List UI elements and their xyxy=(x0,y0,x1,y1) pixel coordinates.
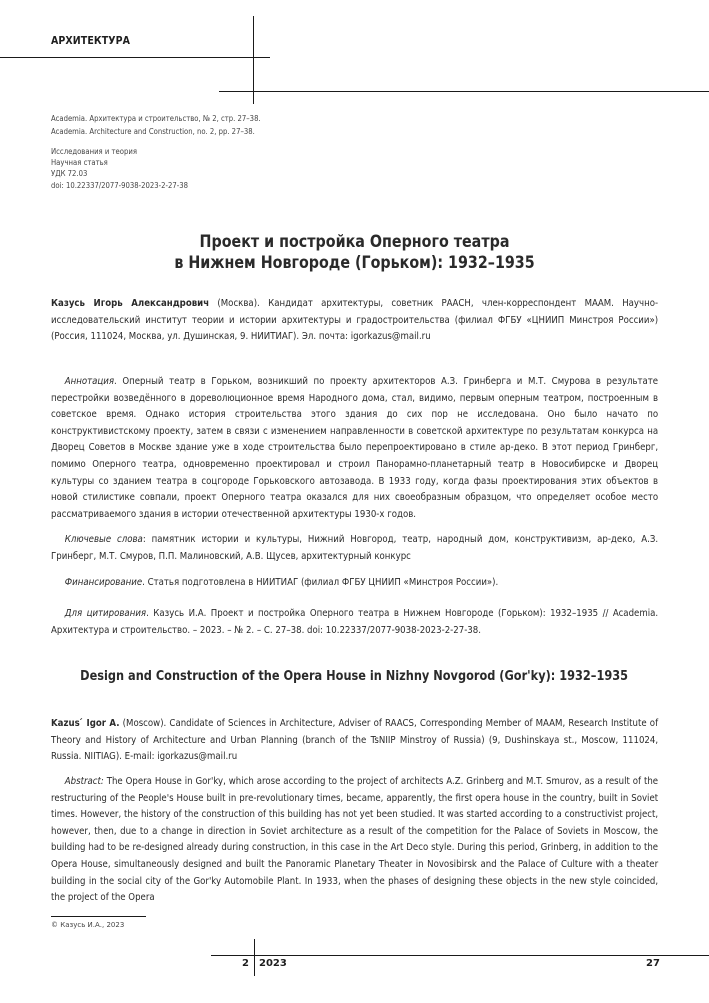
footnote-rule xyxy=(51,916,146,917)
author-details-en: (Moscow). Candidate of Sciences in Architecture, Adviser of RAACS, Corresponding Member of MAAM, Research Institute of Theory and History of Architecture and Urban Planning (branch of the TsNIIP Minstroy of Russia) (9, Dushinskaya st., Moscow, 111024, Russia. NIITIAG). E-mail: igorkazus@mail.ru xyxy=(51,718,659,763)
author-name-en: Kazus ́ Igor A. xyxy=(51,718,120,729)
abstract-en-text: The Opera House in Gor'ky, which arose according to the project of architects A.Z. Grinberg and M.T. Smurov, as a result of the restructuring of the People's House built in pre-revolutionary times, became, apparently, the first opera house in the country, built in Soviet times. However, the history of the construction of this building has not yet been studied. It was started according to a constructivist project, however, then, due to a change in direction in Soviet architecture as a result of the competition for the Palace of Soviets in Moscow, the building had to be re-designed already during construction, in this case in the Art Deco style. During this period, Grinberg, in addition to the Opera House, simultaneously designed and built the Panoramic Planetary Theater in Novosibirsk and the Palace of Culture with a theater building in the social city of the Gor'ky Automobile Plant. In 1933, when the phases of designing these objects in the new style coincided, the project of the Opera xyxy=(51,776,659,904)
cite-ru-label: Для цитирования xyxy=(64,608,147,619)
author-name-ru: Казусь Игорь Александрович xyxy=(51,298,210,309)
keywords-ru-label: Ключевые слова xyxy=(64,534,143,545)
keywords-ru xyxy=(51,532,658,565)
section-label: АРХИТЕКТУРА xyxy=(51,34,131,47)
citation-en: Academia. Architecture and Construction, no. 2, pp. 27–38. xyxy=(51,127,255,136)
title-line-2: в Нижнем Новгороде (Горьком): 1932–1935 xyxy=(174,253,535,273)
author-details-ru: (Москва). Кандидат архитектуры, советник РААСН, член-корреспондент МААМ. Научно-исследовательский институт теории и истории архитектуры и градостроительства (филиал ФГБУ «ЦНИИП Минстроя России») (Россия, 111024, Москва, ул. Душинская, 9. НИИТИАГ). Эл. почта: igorkazus@mail.ru xyxy=(51,298,659,343)
udk: УДК 72.03 xyxy=(51,169,88,178)
funding-ru-text: . Статья подготовлена в НИИТИАГ (филиал ФГБУ ЦНИИП «Минстроя России»). xyxy=(142,577,499,588)
article-type: Научная статья xyxy=(51,158,108,167)
abstract-ru-label: Аннотация xyxy=(64,376,115,387)
funding-ru-label: Финансирование xyxy=(64,577,143,588)
issue-number: 2 xyxy=(242,958,249,969)
article-title-ru xyxy=(0,232,709,274)
funding-ru xyxy=(51,575,658,592)
cite-ru-text: . Казусь И.А. Проект и постройка Оперного театра в Нижнем Новгороде (Горьком): 1932–1935 // Academia. Архитектура и строительство. – 2023. – № 2. – С. 27–38. doi: 10.22337/2077-9038-2023-2-27-38. xyxy=(51,608,659,636)
title-line-1: Проект и постройка Оперного театра xyxy=(199,232,510,252)
page-number: 27 xyxy=(646,958,660,969)
keywords-ru-text: : памятник истории и культуры, Нижний Новгород, театр, народный дом, конструктивизм, ар-деко, А.З. Гринберг, М.Т. Смуров, П.П. Малиновский, А.В. Щусев, архитектурный конкурс xyxy=(51,534,659,562)
article-title-en: Design and Construction of the Opera House in Nizhny Novgorod (Gor'ky): 1932–1935 xyxy=(80,668,629,684)
header-rule-top xyxy=(0,57,270,58)
abstract-en xyxy=(51,774,658,907)
cite-ru xyxy=(51,606,658,639)
abstract-en-label: Abstract: xyxy=(64,776,104,787)
citation-ru: Academia. Архитектура и строительство, № 2, стр. 27–38. xyxy=(51,114,261,123)
rubric: Исследования и теория xyxy=(51,147,137,156)
abstract-ru-text: . Оперный театр в Горьком, возникший по проекту архитекторов А.З. Гринберга и М.Т. Смурова в результате перестройки возведённого в дореволюционное время Народного дома, стал, видимо, первым оперным театром, построенным в советское время. Однако история строительства этого здания до сих пор не исследована. Оно было начато по конструктивистскому проекту, затем в связи с изменением направленности в советской архитектуре по результатам конкурса на Дворец Советов в Москве здание уже в ходе строительства было перепроектировано в стиле ар-деко. В этот период Гринберг, помимо Оперного театра, одновременно проектировал и строил Панорамно-планетарный театр в Новосибирске и Дворец культуры со зданием театра в соцгороде Горьковского автозавода. В 1933 году, когда фазы проектирования этих объектов в новой стилистике совпали, проект Оперного театра оказался для них своеобразным образцом, что определяет особое место рассматриваемого здания в истории отечественной архитектуры 1930-х годов. xyxy=(51,376,659,520)
author-info-ru xyxy=(51,296,658,346)
author-info-en xyxy=(51,716,658,766)
doi: doi: 10.22337/2077-9038-2023-2-27-38 xyxy=(51,181,188,190)
footer-rule-vertical xyxy=(254,939,255,976)
issue-year: 2023 xyxy=(259,958,287,969)
footer-rule xyxy=(211,955,709,956)
copyright-footnote: © Казусь И.А., 2023 xyxy=(51,921,125,929)
header-rule-bottom xyxy=(219,91,709,92)
abstract-ru xyxy=(51,374,658,523)
